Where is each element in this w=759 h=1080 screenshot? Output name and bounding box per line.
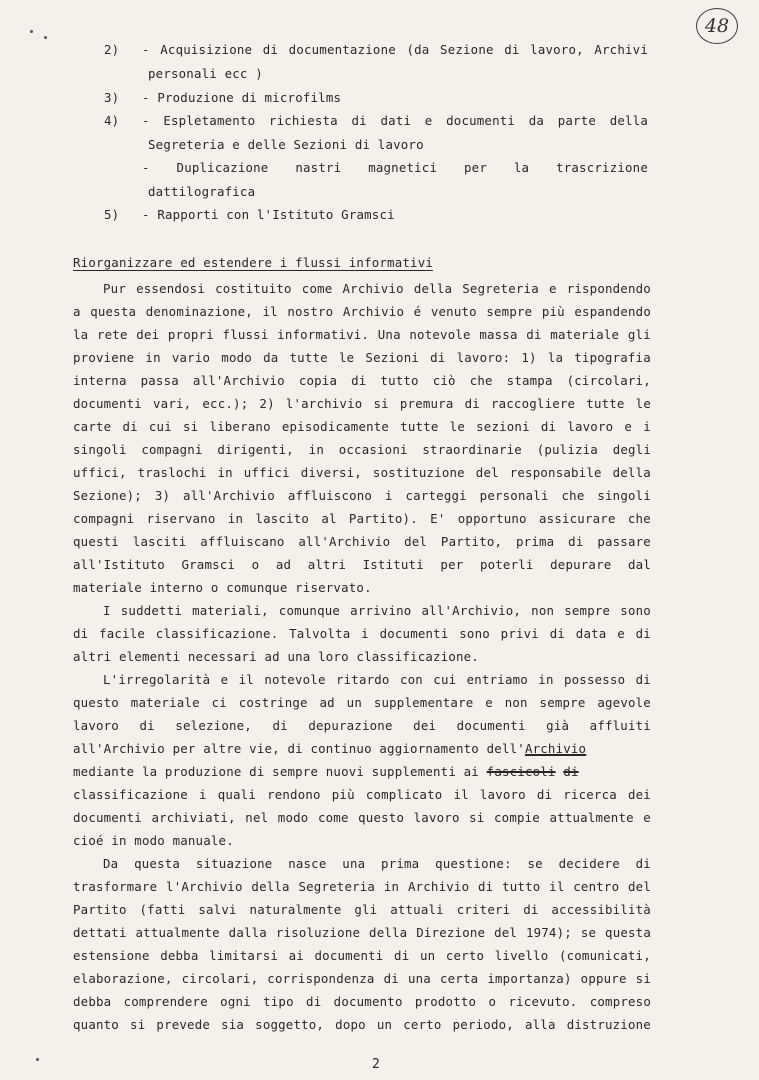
- text-line: questo materiale ci costringe ad un supplementare e non sempre agevole: [73, 695, 651, 710]
- text-line: L'irregolarità e il notevole ritardo con cui entriamo in possesso di: [103, 672, 651, 687]
- scan-speck: [44, 36, 47, 39]
- text-line: altri elementi necessari ad una loro classificazione.: [73, 649, 479, 664]
- text-line: debba comprendere ogni tipo di documento prodotto o ricevuto. compreso: [73, 994, 651, 1009]
- text-line: all'Istituto Gramsci o ad altri Istituti per poterli depurare dal: [73, 557, 651, 572]
- text-line: di facile classificazione. Talvolta i documenti sono privi di data e di: [73, 626, 651, 641]
- list-number: 4): [104, 113, 120, 128]
- text-line: Sezione); 3) all'Archivio affluiscono i carteggi personali che singoli: [73, 488, 651, 503]
- text-line: compagni riservano in lascito al Partito). E' opportuno assicurare che: [73, 511, 651, 526]
- list-item: - Rapporti con l'Istituto Gramsci: [142, 207, 395, 222]
- underlined-word: Archivio: [524, 741, 587, 756]
- text-line: all'Archivio per altre vie, di continuo aggiornamento dell'Archivio: [73, 741, 587, 756]
- list-item: - Produzione di microfilms: [142, 90, 342, 105]
- section-heading: Riorganizzare ed estendere i flussi informativi: [73, 255, 434, 270]
- text-line: materiale interno o comunque riservato.: [73, 580, 372, 595]
- text-line: cioé in modo manuale.: [73, 833, 234, 848]
- list-item-continuation: dattilografica: [148, 184, 256, 199]
- text-line: Da questa situazione nasce una prima questione: se decidere di: [103, 856, 651, 871]
- text-line: a questa denominazione, il nostro Archivio é venuto sempre più espandendo: [73, 304, 651, 319]
- struck-word: fascicoli: [486, 764, 556, 779]
- archive-stamp: 48: [696, 8, 738, 44]
- text-line: trasformare l'Archivio della Segreteria in Archivio di tutto il centro del: [73, 879, 651, 894]
- list-item-continuation: personali ecc ): [148, 66, 263, 81]
- text-line: proviene in vario modo da tutte le Sezioni di lavoro: 1) la tipografia: [73, 350, 651, 365]
- text-line: singoli compagni dirigenti, in occasioni straordinarie (pulizia degli: [73, 442, 651, 457]
- list-item-continuation: Segreteria e delle Sezioni di lavoro: [148, 137, 424, 152]
- text-line: questi lasciti affluiscano all'Archivio del Partito, prima di passare: [73, 534, 651, 549]
- text-line: Pur essendosi costituito come Archivio della Segreteria e rispondendo: [103, 281, 651, 296]
- list-number: 2): [104, 42, 120, 57]
- text-line: lavoro di selezione, di depurazione dei documenti già affluiti: [73, 718, 651, 733]
- text-line: carte di cui si liberano episodicamente tutte le sezioni di lavoro e i: [73, 419, 651, 434]
- text-line: documenti vari, ecc.); 2) l'archivio si premura di raccogliere tutte le: [73, 396, 651, 411]
- struck-word: di: [563, 764, 579, 779]
- scan-speck: [36, 1058, 39, 1061]
- text-line: classificazione i quali rendono più complicato il lavoro di ricerca dei: [73, 787, 651, 802]
- text-line: interna passa all'Archivio copia di tutto ciò che stampa (circolari,: [73, 373, 651, 388]
- list-item: - Espletamento richiesta di dati e documenti da parte della: [142, 113, 648, 128]
- list-item: - Acquisizione di documentazione (da Sezione di lavoro, Archivi: [142, 42, 648, 57]
- text-line: dettati attualmente dalla risoluzione della Direzione del 1974); se questa: [73, 925, 651, 940]
- text-line: elaborazione, circolari, corrispondenza di una certa importanza) oppure si: [73, 971, 651, 986]
- text-line: uffici, traslochi in uffici diversi, sostituzione del responsabile della: [73, 465, 651, 480]
- scan-speck: [30, 30, 33, 33]
- list-item: - Duplicazione nastri magnetici per la trascrizione: [142, 160, 648, 175]
- text-line: estensione debba limitarsi ai documenti di un certo livello (comunicati,: [73, 948, 651, 963]
- text-line: Partito (fatti salvi naturalmente gli attuali criteri di accessibilità: [73, 902, 651, 917]
- text-line: I suddetti materiali, comunque arrivino all'Archivio, non sempre sono: [103, 603, 651, 618]
- text-line: mediante la produzione di sempre nuovi supplementi ai fascicoli di: [73, 764, 579, 779]
- text-line: la rete dei propri flussi informativi. Una notevole massa di materiale gli: [73, 327, 651, 342]
- page-number: 2: [372, 1057, 380, 1072]
- text-line: documenti archiviati, nel modo come questo lavoro si compie attualmente e: [73, 810, 651, 825]
- list-number: 3): [104, 90, 120, 105]
- list-number: 5): [104, 207, 120, 222]
- text-line: quanto si prevede sia soggetto, dopo un certo periodo, alla distruzione: [73, 1017, 651, 1032]
